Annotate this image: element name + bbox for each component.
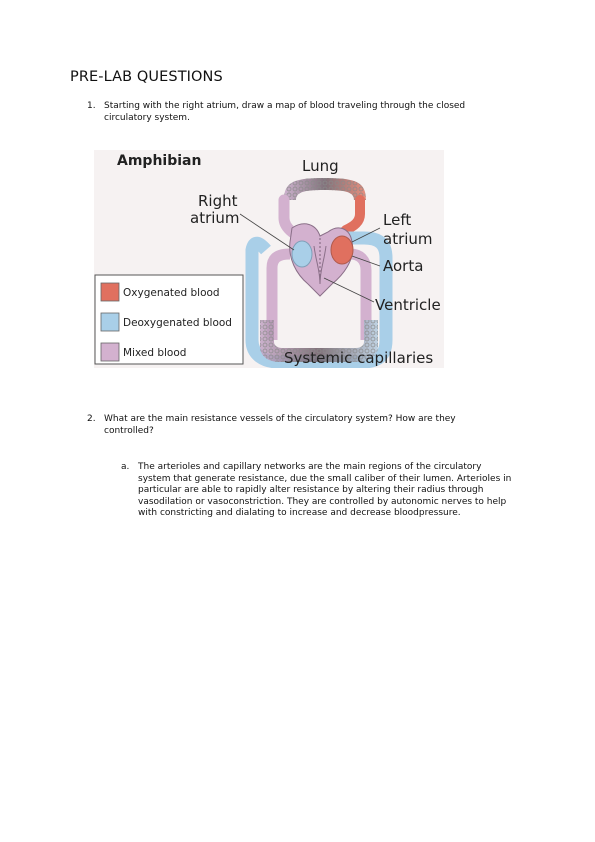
aorta-label: Aorta: [383, 257, 424, 275]
legend: [95, 275, 243, 364]
legend-swatch-deoxygenated: [101, 313, 119, 331]
diagram-title: Amphibian: [117, 153, 202, 169]
legend-label-deoxygenated: Deoxygenated blood: [123, 317, 232, 329]
answer-text: The arterioles and capillary networks are the main regions of the circulatory system that generate resistance, due the small caliber of their lumen. Arterioles in particular are able to rapidly alter resistance by altering their radius through vasodilation or vasoconstriction. They are controlled by autonomic nerves to help with constricting and dialating to increase and decrease bloodpressure.: [138, 462, 512, 518]
right-atrium-chamber: [292, 241, 312, 267]
left-atrium-label-line2: atrium: [383, 230, 433, 248]
right-atrium-label-line2: atrium: [190, 209, 240, 227]
amphibian-circulation-diagram: [94, 150, 444, 368]
legend-swatch-oxygenated: [101, 283, 119, 301]
diagram-svg: [94, 150, 444, 368]
left-atrium-label-line1: Left: [383, 211, 412, 229]
right-atrium-label-line1: Right: [198, 192, 238, 210]
question-number: 2.: [87, 414, 96, 424]
page-heading: PRE-LAB QUESTIONS: [70, 69, 223, 85]
question-number: 1.: [87, 101, 96, 111]
answer-marker: a.: [121, 462, 130, 472]
legend-swatch-mixed: [101, 343, 119, 361]
lung-label: Lung: [302, 157, 339, 175]
systemic-capillaries-label: Systemic capillaries: [284, 349, 434, 367]
legend-label-mixed: Mixed blood: [123, 347, 187, 359]
ventricle-label: Ventricle: [375, 296, 441, 314]
question-text: Starting with the right atrium, draw a map of blood traveling through the closed circulatory system.: [104, 101, 466, 123]
legend-label-oxygenated: Oxygenated blood: [123, 287, 220, 299]
question-text: What are the main resistance vessels of the circulatory system? How are they controlled?: [104, 414, 456, 436]
left-atrium-chamber: [331, 236, 353, 264]
